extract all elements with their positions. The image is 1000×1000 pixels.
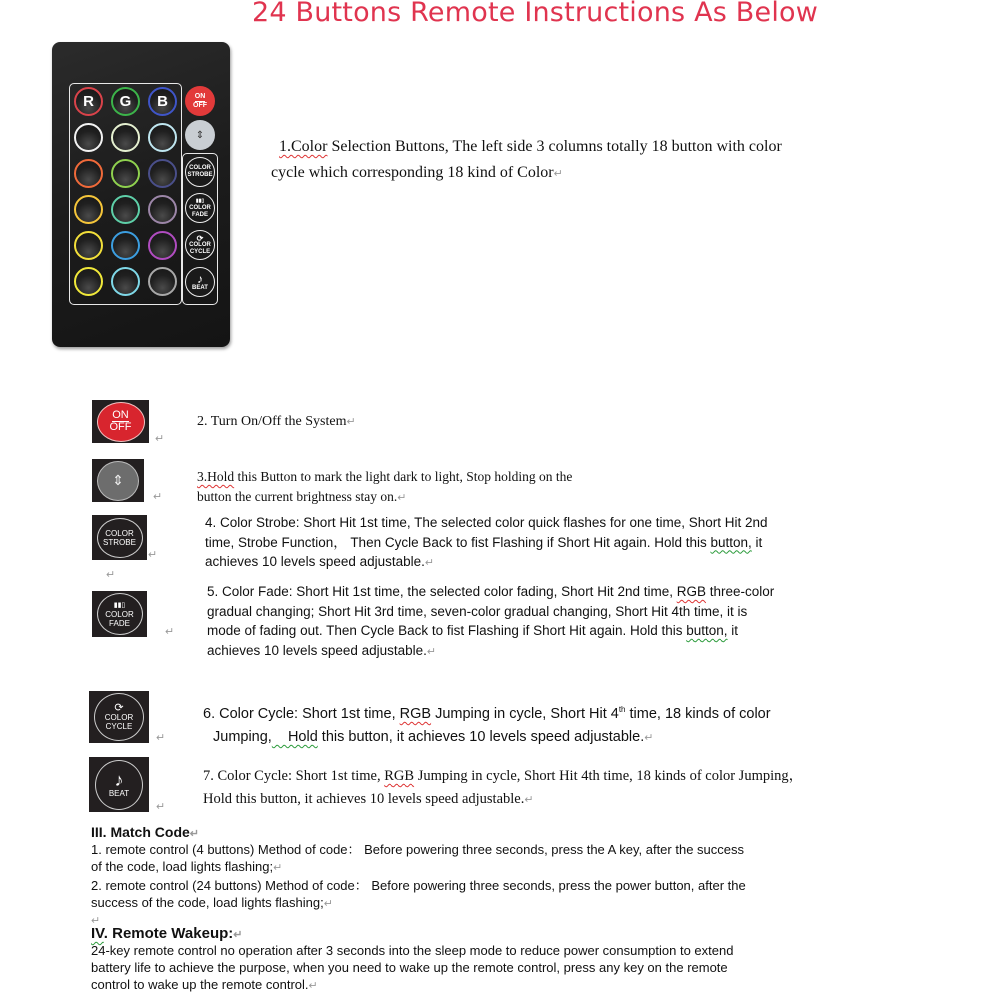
off-text: OFF <box>109 421 132 433</box>
step-4-line2 <box>205 533 768 553</box>
color-button-icon <box>148 159 177 188</box>
return-mark: ↵ <box>346 416 356 428</box>
return-mark: ↵ <box>156 801 166 813</box>
wakeup-heading-numeral: IV <box>91 925 104 942</box>
beat-line1: BEAT <box>192 284 208 291</box>
step-7-text <box>203 765 803 812</box>
color-button-icon <box>148 195 177 224</box>
brightness-button-icon: ⇕ <box>185 120 215 150</box>
return-mark: ↵ <box>524 794 534 806</box>
section1-line2-text: cycle which corresponding 18 kind of Color <box>271 164 554 181</box>
step-3-line2-text: button the current brightness stay on. <box>197 488 398 504</box>
color-button-icon <box>74 123 103 152</box>
step-4-line2a: time, Strobe Function， Then Cycle Back to fist Flashing if Short Hit again. Hold this <box>205 534 711 550</box>
strobe-circle <box>97 518 143 558</box>
step-5-line4-text: achieves 10 levels speed adjustable. <box>207 642 427 658</box>
step-7-line1 <box>203 765 803 788</box>
wakeup-heading-text: . Remote Wakeup: <box>103 925 234 942</box>
match-item2-line2-text: success of the code, load lights flashing; <box>91 895 324 910</box>
fade-bars-icon: ▮▮▯ <box>113 601 126 609</box>
color-button-icon <box>74 231 103 260</box>
color-button-icon: R <box>74 87 103 116</box>
step-2-label: 2. Turn On/Off the System <box>197 414 347 429</box>
step-3-line1 <box>197 467 572 487</box>
return-mark: ↵ <box>156 732 166 744</box>
remote-control-image <box>52 42 230 347</box>
strobe-line1: COLOR <box>189 165 211 171</box>
return-mark: ↵ <box>397 491 407 504</box>
step-5-line1a: 5. Color Fade: Short Hit 1st time, the selected color fading, Short Hit 2nd time, <box>207 584 677 599</box>
color-cycle-icon <box>89 691 149 743</box>
match-code-item2-line1: 2. remote control (24 buttons) Method of code： Before powering three seconds, press the power button, after the <box>91 878 746 893</box>
beat-circle <box>95 760 143 810</box>
color-strobe-icon <box>92 515 147 560</box>
step-5-line3a: mode of fading out. Then Cycle Back to fist Flashing if Short Hit again. Hold this <box>207 623 687 638</box>
color-button-icon: G <box>111 87 140 116</box>
match-item1-line2-text: of the code, load lights flashing; <box>91 859 274 874</box>
color-button-icon <box>74 195 103 224</box>
return-mark: ↵ <box>323 898 333 910</box>
color-strobe-button-icon <box>185 157 215 187</box>
return-mark: ↵ <box>153 491 163 503</box>
return-mark: ↵ <box>91 915 101 927</box>
on-off-button-icon <box>185 86 215 116</box>
on-text: ON <box>112 409 129 421</box>
step-6-line2a: Jumping, <box>213 728 272 745</box>
step-6-line2c: this button, it achieves 10 levels speed adjustable. <box>317 728 645 745</box>
color-button-icon <box>111 267 140 296</box>
brightness-circle: ⇕ <box>97 461 139 501</box>
step-4-line3-text: achieves 10 levels speed adjustable. <box>205 554 425 569</box>
cycle-text-1: COLOR <box>104 712 134 722</box>
match-code-title: III. Match Code <box>91 824 190 840</box>
cycle-line1: COLOR <box>189 241 211 248</box>
color-button-icon <box>148 231 177 260</box>
wakeup-line2: battery life to achieve the purpose, when you need to wake up the remote control, press any key on the remote <box>91 960 728 975</box>
color-button-icon <box>148 267 177 296</box>
step-5-line3c: it <box>727 623 739 638</box>
color-fade-button-icon <box>185 193 215 223</box>
color-cycle-button-icon <box>185 230 215 260</box>
match-code-item2-line2 <box>91 894 746 913</box>
step-4-line3 <box>205 552 768 574</box>
step-6-line2b: Hold <box>271 728 318 745</box>
beat-icon <box>89 757 149 812</box>
return-mark: ↵ <box>426 645 437 658</box>
fade-line2: FADE <box>191 211 208 218</box>
step-6-line1c: Jumping in cycle, Short Hit 4 <box>431 705 619 722</box>
wakeup-line1: 24-key remote control no operation after 3 seconds into the sleep mode to reduce power consumption to extend <box>91 943 734 958</box>
section1-line1 <box>271 134 831 160</box>
wakeup-line3 <box>91 976 921 995</box>
music-note-icon: ♪ <box>114 770 124 790</box>
color-button-icon <box>111 123 140 152</box>
match-code-body <box>91 841 746 913</box>
cycle-text-2: CYCLE <box>105 721 133 731</box>
step-6-sup: th <box>618 705 626 714</box>
fade-text-2: FADE <box>109 618 130 628</box>
fade-bars-icon: ▮▮▯ <box>195 197 205 204</box>
brightness-icon <box>92 459 144 502</box>
step-5-line1 <box>207 582 774 602</box>
step-3-text <box>197 467 572 508</box>
step-5-line3 <box>207 621 774 641</box>
step-3-line1-text: this Button to mark the light dark to light, Stop holding on the <box>234 469 573 484</box>
return-mark: ↵ <box>155 433 165 445</box>
step-4-line2c: it <box>751 534 763 550</box>
return-mark: ↵ <box>553 168 563 180</box>
color-button-icon: B <box>148 87 177 116</box>
return-mark: ↵ <box>106 569 116 581</box>
step-5-line4 <box>207 641 774 663</box>
color-button-icon <box>74 267 103 296</box>
page-title: 24 Buttons Remote Instructions As Below <box>251 0 819 28</box>
step-7-line1c: Jumping in cycle, Short Hit 4th time, 18 kinds of color Jumping， <box>414 768 804 784</box>
step-6-line2 <box>203 726 771 750</box>
wakeup-line3-text: control to wake up the remote control. <box>91 977 309 992</box>
off-label: OFF <box>193 101 207 109</box>
step-5-line1c: three-color <box>705 584 775 599</box>
step-7-line1b: RGB <box>384 768 415 784</box>
on-label: ON <box>194 92 206 100</box>
section1-line2 <box>271 160 831 187</box>
return-mark: ↵ <box>233 929 243 941</box>
color-button-icon <box>111 159 140 188</box>
cycle-circle <box>94 693 144 741</box>
step-3-prefix: 3.Hold <box>197 469 235 484</box>
step-2-text <box>197 412 356 433</box>
step-6-line1b: RGB <box>399 705 432 722</box>
match-code-item1-line1: 1. remote control (4 buttons) Method of code： Before powering three seconds, press the A key, after the success <box>91 842 744 857</box>
cycle-line2: CYCLE <box>189 248 211 255</box>
step-7-line2 <box>203 788 803 812</box>
return-mark: ↵ <box>189 828 200 840</box>
return-mark: ↵ <box>148 549 158 561</box>
strobe-text-1: COLOR <box>105 528 134 538</box>
cycle-arrows-icon: ⟳ <box>196 233 204 243</box>
return-mark: ↵ <box>644 731 654 744</box>
beat-button-icon <box>185 267 215 297</box>
step-5-line1b: RGB <box>676 584 706 599</box>
return-mark: ↵ <box>424 557 435 569</box>
wakeup-body <box>91 942 921 995</box>
cycle-arrows-icon: ⟳ <box>114 701 124 714</box>
step-4-text <box>205 513 768 574</box>
step-4-line1: 4. Color Strobe: Short Hit 1st time, The selected color quick flashes for one time, Short Hit 2nd <box>205 515 768 530</box>
color-button-icon <box>111 195 140 224</box>
fade-text-1: COLOR <box>105 609 134 619</box>
step-6-line1 <box>203 698 771 726</box>
section1-prefix: 1.Color <box>279 138 328 155</box>
on-off-icon <box>92 400 149 443</box>
color-button-icon <box>148 123 177 152</box>
step-7-line1a: 7. Color Cycle: Short 1st time, <box>203 768 385 784</box>
step-6-line1d: time, 18 kinds of color <box>625 705 771 722</box>
step-5-text <box>207 582 774 662</box>
step-6-line1a: 6. Color Cycle: Short 1st time, <box>203 705 400 722</box>
match-code-heading <box>91 824 199 840</box>
color-button-icon <box>111 231 140 260</box>
wakeup-heading <box>91 925 242 942</box>
return-mark: ↵ <box>273 862 283 874</box>
color-fade-icon <box>92 591 147 637</box>
step-5-line2: gradual changing; Short Hit 3rd time, seven-color gradual changing, Short Hit 4th time, it is <box>207 603 748 619</box>
strobe-text-2: STROBE <box>103 537 136 547</box>
beat-text: BEAT <box>108 789 130 798</box>
step-7-line2-text: Hold this button, it achieves 10 levels speed adjustable. <box>203 791 525 807</box>
return-mark: ↵ <box>165 626 175 638</box>
step-6-text <box>203 698 771 750</box>
color-button-icon <box>74 159 103 188</box>
strobe-line2: STROBE <box>187 172 213 178</box>
step-5-line3b: button, <box>686 623 728 638</box>
return-mark: ↵ <box>308 980 318 992</box>
section1-line1-text: Selection Buttons, The left side 3 columns totally 18 button with color <box>327 138 782 155</box>
match-code-item1-line2 <box>91 858 746 877</box>
music-note-icon: ♪ <box>197 271 203 286</box>
fade-circle <box>97 593 143 635</box>
color-selection-description <box>271 134 831 187</box>
step-4-line2b: button, <box>710 534 752 550</box>
fade-line1: COLOR <box>189 204 211 211</box>
on-off-circle <box>97 402 145 442</box>
step-3-line2 <box>197 487 572 509</box>
